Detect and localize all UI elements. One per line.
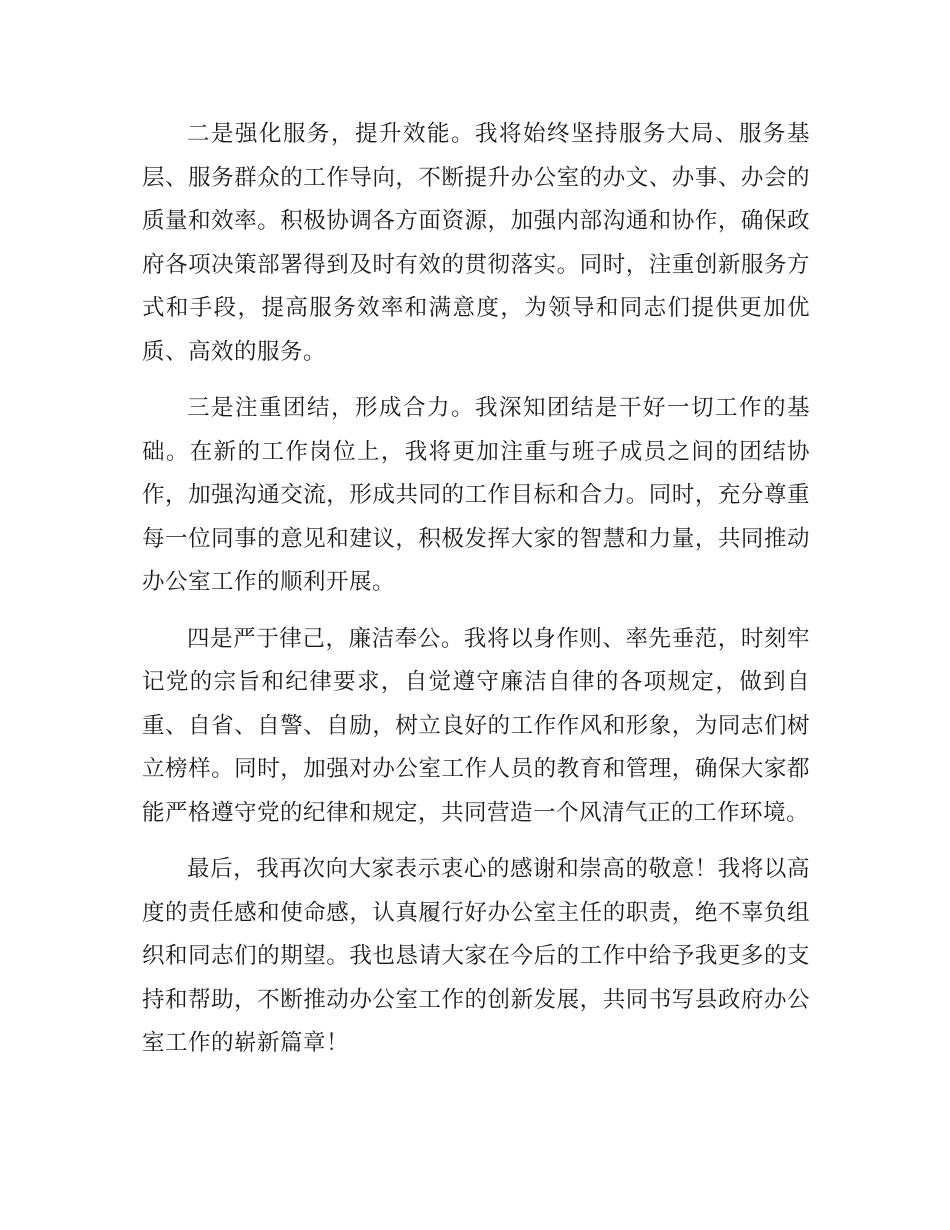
paragraph-service: 二是强化服务，提升效能。我将始终坚持服务大局、服务基层、服务群众的工作导向，不断提升办公室的办文、办事、办会的质量和效率。积极协调各方面资源，加强内部沟通和协作，确保政府各项决策部署得到及时有效的贯彻落实。同时，注重创新服务方式和手段，提高服务效率和满意度，为领导和同志们提供更加优质、高效的服务。 [142,121,810,365]
paragraph-unity: 三是注重团结，形成合力。我深知团结是干好一切工作的基础。在新的工作岗位上，我将更加注重与班子成员之间的团结协作，加强沟通交流，形成共同的工作目标和合力。同时，充分尊重每一位同事的意见和建议，积极发挥大家的智慧和力量，共同推动办公室工作的顺利开展。 [142,395,810,595]
paragraph-closing: 最后，我再次向大家表示衷心的感谢和崇高的敬意！我将以高度的责任感和使命感，认真履行好办公室主任的职责，绝不辜负组织和同志们的期望。我也恳请大家在今后的工作中给予我更多的支持和帮助，不断推动办公室工作的创新发展，共同书写县政府办公室工作的崭新篇章！ [142,856,810,1056]
paragraph-integrity: 四是严于律己，廉洁奉公。我将以身作则、率先垂范，时刻牢记党的宗旨和纪律要求，自觉遵守廉洁自律的各项规定，做到自重、自省、自警、自励，树立良好的工作作风和形象，为同志们树立榜样。同时，加强对办公室工作人员的教育和管理，确保大家都能严格遵守党的纪律和规定，共同营造一个风清气正的工作环境。 [142,625,810,826]
document-body [142,113,810,1079]
